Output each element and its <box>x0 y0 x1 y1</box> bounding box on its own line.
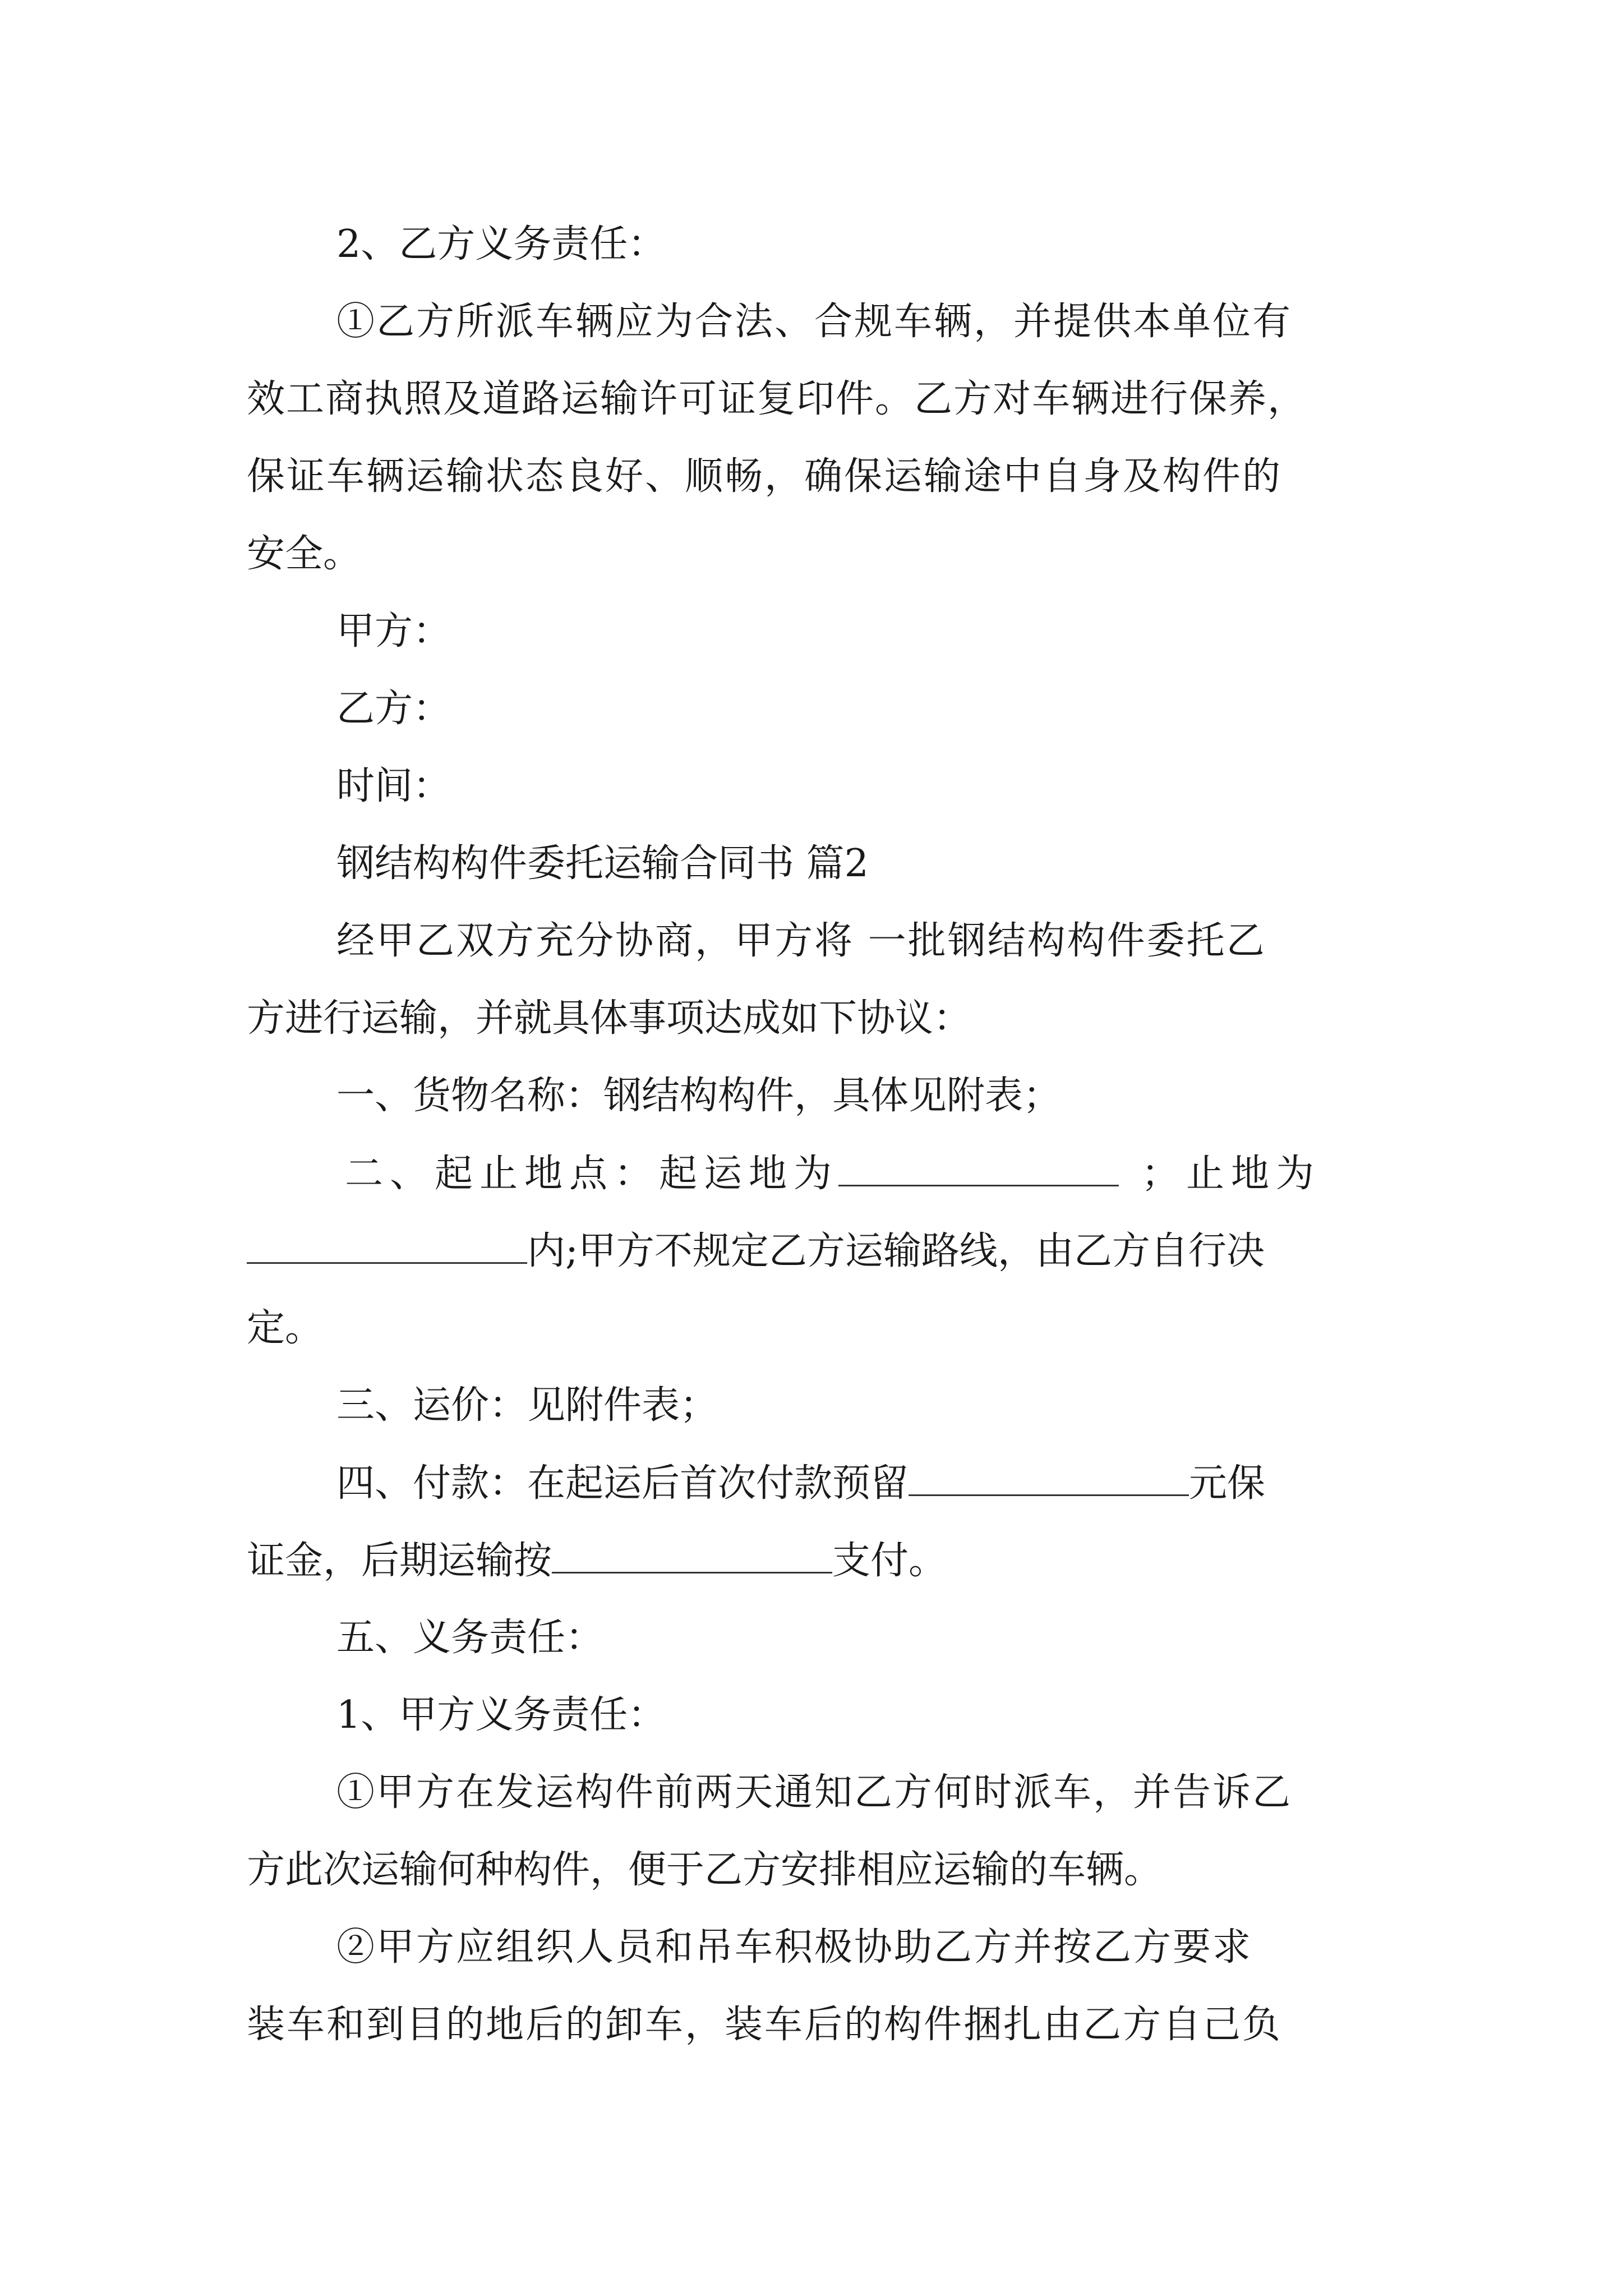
heading-party-a-duties: 1、甲方义务责任： <box>336 1693 666 1737</box>
clause-text: ；止地为 <box>1141 1152 1321 1196</box>
party-b-label: 乙方： <box>336 687 451 731</box>
clause-text: 二、起止地点：起运地为 <box>345 1152 839 1196</box>
paragraph-line: ①甲方在发运构件前两天通知乙方何时派车，并告诉乙 <box>336 1770 1293 1815</box>
contract-title: 钢结构构件委托运输合同书 篇2 <box>336 841 869 886</box>
clause-text: 证金，后期运输按 <box>247 1539 552 1583</box>
paragraph-line: 方此次运输何种构件，便于乙方安排相应运输的车辆。 <box>247 1848 1163 1892</box>
clause-origin-destination <box>345 1151 1321 1196</box>
paragraph-line: 效工商执照及道路运输许可证复印件。乙方对车辆进行保养， <box>247 377 1307 421</box>
date-label: 时间： <box>336 764 451 808</box>
clause-goods-name: 一、货物名称：钢结构构件，具体见附表； <box>336 1074 1062 1118</box>
payment-method-blank <box>552 1538 832 1573</box>
paragraph-line: 经甲乙双方充分协商，甲方将 一批钢结构构件委托乙 <box>336 919 1266 963</box>
clause-duties: 五、义务责任： <box>336 1616 604 1660</box>
paragraph-line: 装车和到目的地后的卸车，装车后的构件捆扎由乙方自己负 <box>247 2003 1283 2047</box>
clause-text: 定。 <box>247 1306 324 1350</box>
destination-blank <box>247 1228 527 1264</box>
paragraph-line: ①乙方所派车辆应为合法、合规车辆，并提供本单位有 <box>336 300 1293 344</box>
clause-payment <box>336 1461 1265 1506</box>
deposit-blank <box>909 1461 1189 1496</box>
clause-text: 内;甲方不规定乙方运输路线，由乙方自行决 <box>527 1229 1265 1273</box>
clause-origin-destination-cont <box>247 1228 1265 1273</box>
heading-party-b-duties: 2、乙方义务责任： <box>336 222 666 266</box>
paragraph-line: 方进行运输，并就具体事项达成如下协议： <box>247 996 972 1041</box>
paragraph-line: 保证车辆运输状态良好、顺畅，确保运输途中自身及构件的 <box>247 454 1283 499</box>
party-a-label: 甲方： <box>336 609 451 654</box>
clause-payment-cont <box>247 1538 947 1583</box>
clause-text: 四、付款：在起运后首次付款预留 <box>336 1461 909 1506</box>
origin-blank <box>838 1151 1119 1186</box>
clause-freight: 三、运价：见附件表； <box>336 1383 718 1428</box>
paragraph-line: 安全。 <box>247 532 362 576</box>
clause-text: 元保 <box>1189 1461 1266 1506</box>
clause-text: 支付。 <box>832 1539 947 1583</box>
paragraph-line: ②甲方应组织人员和吊车积极协助乙方并按乙方要求 <box>336 1925 1253 1970</box>
